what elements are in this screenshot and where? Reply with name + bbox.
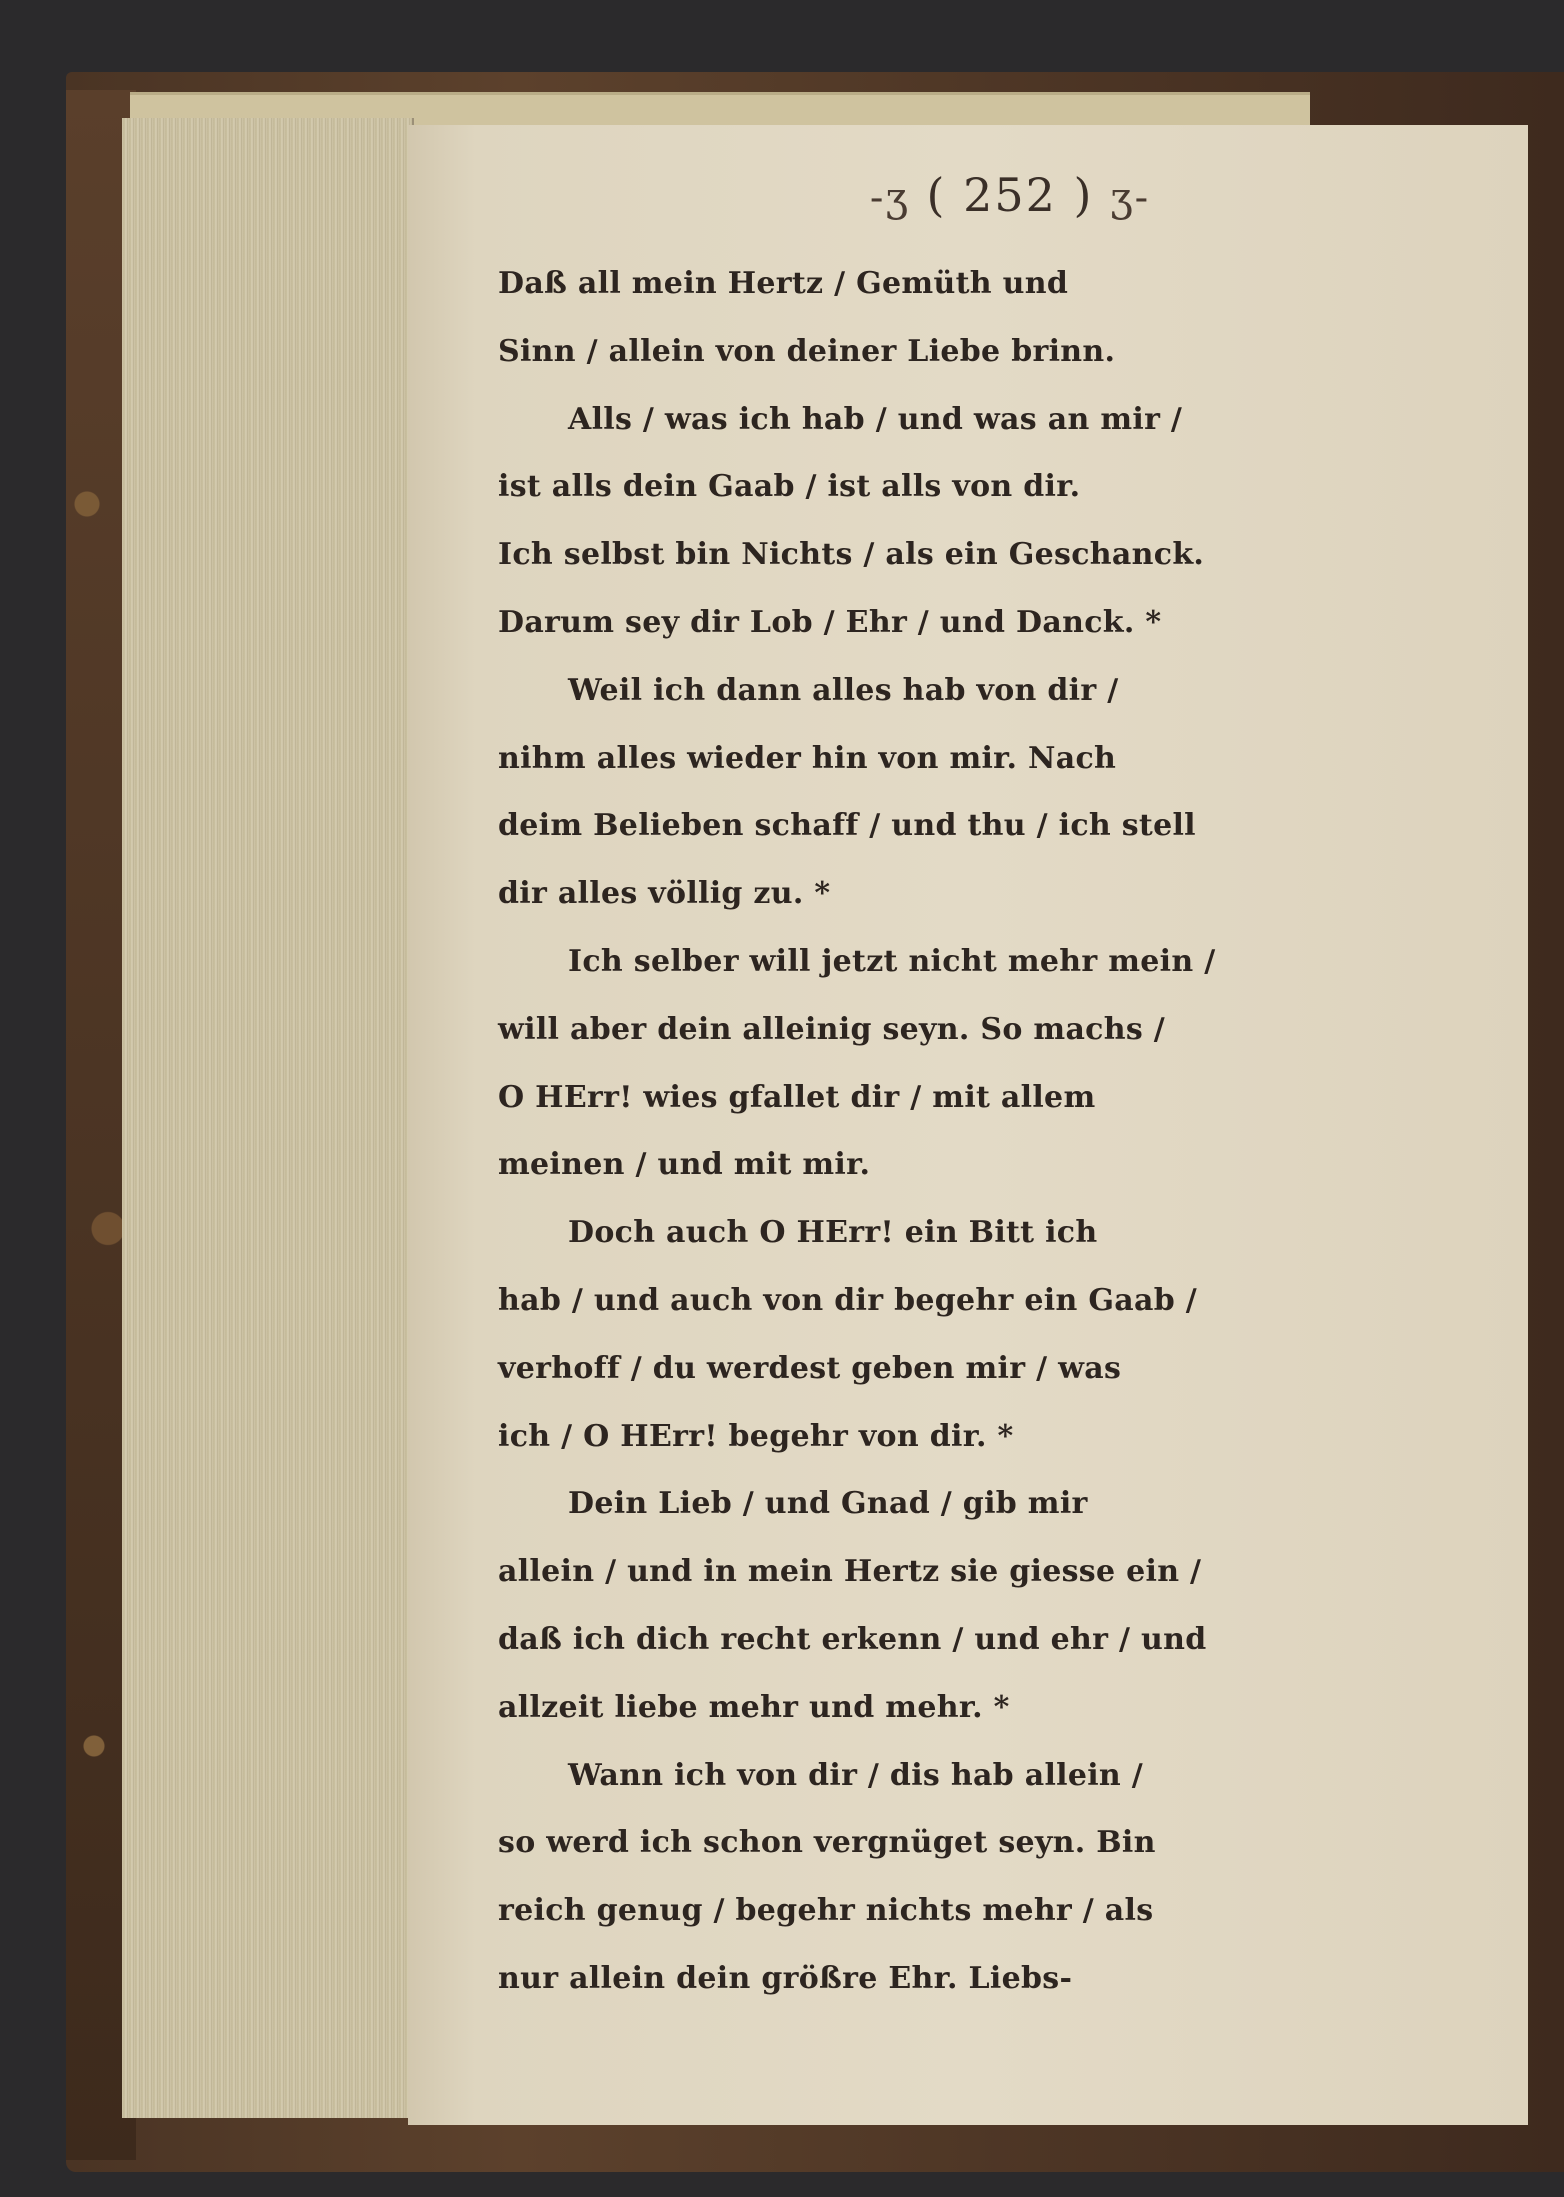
text-line: so werd ich schon vergnüget seyn. Bin [498,1825,1156,1861]
text-line: allzeit liebe mehr und mehr. * [498,1689,1010,1725]
text-line: Daß all mein Hertz / Gemüth und [498,266,1069,301]
text-line: Darum sey dir Lob / Ehr / und Danck. * [498,604,1162,640]
text-line: daß ich dich recht erkenn / und ehr / und [498,1621,1207,1657]
text-line: Ich selbst bin Nichts / als ein Geschanck. [498,537,1205,573]
header-ornament-left: -ʒ [869,175,910,221]
header-ornament-right: ʒ- [1110,175,1151,221]
text-line: Sinn / allein von deiner Liebe brinn. [498,333,1116,369]
text-line: reich genug / begehr nichts mehr / als [498,1893,1154,1929]
text-line: dir alles völlig zu. * [498,876,831,912]
text-line: ist alls dein Gaab / ist alls von dir. [498,469,1081,505]
text-line: ich / O HErr! begehr von dir. * [498,1418,1014,1454]
text-line: O HErr! wies gfallet dir / mit allem [498,1079,1096,1115]
text-line: Weil ich dann alles hab von dir / [568,672,1119,708]
text-line: Ich selber will jetzt nicht mehr mein / [568,943,1216,979]
text-line: Doch auch O HErr! ein Bitt ich [568,1215,1098,1251]
text-line: hab / und auch von dir begehr ein Gaab / [498,1282,1198,1318]
text-line: nur allein dein größre Ehr. Liebs- [498,1960,1073,1996]
text-line: Dein Lieb / und Gnad / gib mir [568,1486,1088,1522]
text-line: meinen / und mit mir. [498,1147,871,1183]
page-header [800,168,1220,222]
text-line: nihm alles wieder hin von mir. Nach [498,740,1117,776]
text-line: Wann ich von dir / dis hab allein / [568,1757,1144,1793]
text-line: allein / und in mein Hertz sie giesse ein / [498,1554,1202,1590]
text-line: verhoff / du werdest geben mir / was [498,1350,1122,1386]
page-stack-edge [122,118,414,2118]
text-line: will aber dein alleinig seyn. So machs / [498,1011,1166,1047]
text-block [498,250,1518,2013]
text-line: deim Belieben schaff / und thu / ich stell [498,808,1196,844]
text-line: Alls / was ich hab / und was an mir / [568,401,1183,437]
page-number: ( 252 ) [926,168,1094,222]
